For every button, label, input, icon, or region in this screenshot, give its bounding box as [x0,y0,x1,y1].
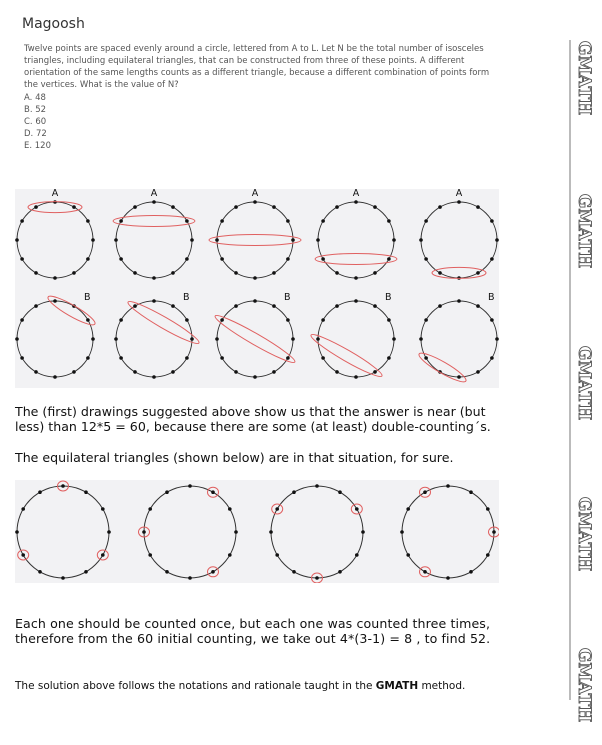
circle-point [438,304,442,308]
circle-point [190,238,194,242]
site-brand: Magoosh [22,16,85,32]
circle-point [91,337,95,341]
paragraph-first-drawings: The (first) drawings suggested above show us that the answer is near (but less) than 12*5 = 60, because there are some (at least) double-counting´s. [15,404,491,434]
circle-point [438,205,442,209]
circle-point [419,238,423,242]
circle-point [185,318,189,322]
circle-point [469,490,473,494]
point-label-b: B [84,292,91,304]
watermark-text: GMATH [574,647,594,723]
circle-point [272,205,276,209]
equilateral-diagram [15,480,499,583]
circle-point [38,570,42,574]
circle-point [34,271,38,275]
circle-point [272,304,276,308]
circle-point [185,356,189,360]
circle-point [34,205,38,209]
circle-point [171,304,175,308]
point-label-a: A [150,189,158,199]
circle-point [234,370,238,374]
circle-point [211,490,215,494]
chord-ellipse [212,311,297,367]
circle-point [446,576,450,580]
circle-point [492,530,496,534]
point-label-a: A [51,189,59,199]
circle-point [72,205,76,209]
circle-point [423,490,427,494]
footer-prefix: The solution above follows the notations and rationale taught in the [15,680,376,692]
circle-point [152,200,156,204]
circle-point [91,238,95,242]
circle-point [220,257,224,261]
circle-point [86,318,90,322]
circle-point [148,507,152,511]
circle-point [354,299,358,303]
circle-point [354,375,358,379]
choice-a: A. 48 [24,93,46,103]
circle-point [457,375,461,379]
circle-point [335,205,339,209]
circle-point [406,507,410,511]
question-text: Twelve points are spaced evenly around a circle, lettered from A to L. Let N be the total number of isosceles triangles, including equilateral triangles, that can be constructed from three of these points. A different orientation of the same lengths counts as a different triangle, because a different combination of points form the vertices. What is the value of N? [24,44,490,90]
circle-point [215,337,219,341]
circle-point [133,304,137,308]
chord-ellipse [209,235,301,246]
watermark-4 [574,496,594,572]
point-label-a: A [251,189,259,199]
circle-point [286,257,290,261]
isosceles-diagram-panel [15,189,499,388]
circle-point [476,304,480,308]
circle-point [215,238,219,242]
circle-point [335,304,339,308]
circle-point [269,530,273,534]
circle-point [361,530,365,534]
circle-point [335,370,339,374]
circle-point [272,370,276,374]
point-label-a: A [455,189,463,199]
circle-point [406,553,410,557]
circle-point [253,299,257,303]
circle-point [457,299,461,303]
circle-outline [421,301,497,377]
circle-point [400,530,404,534]
circle-point [321,219,325,223]
circle-point [234,271,238,275]
footer-note [15,679,465,694]
circle-outline [318,301,394,377]
circle-point [15,337,19,341]
circle-point [228,507,232,511]
circle-point [490,257,494,261]
point-label-b: B [488,292,495,304]
circle-point [38,490,42,494]
watermark-text: GMATH [574,40,594,116]
circle-outline [17,202,93,278]
circle-point [338,490,342,494]
watermark-3 [574,345,594,421]
circle-outline [116,202,192,278]
circle-point [220,318,224,322]
circle-point [272,271,276,275]
footer-brand: GMATH [375,680,419,692]
circle-point [321,318,325,322]
circle-outline [271,486,363,578]
circle-point [152,299,156,303]
circle-point [142,530,146,534]
circle-point [373,271,377,275]
circle-outline [402,486,494,578]
circle-point [53,299,57,303]
circle-point [86,257,90,261]
circle-point [476,271,480,275]
circle-point [392,238,396,242]
circle-point [234,530,238,534]
circle-point [188,484,192,488]
watermark-text: GMATH [574,345,594,421]
circle-point [114,238,118,242]
circle-point [119,257,123,261]
circle-point [72,271,76,275]
circle-point [119,318,123,322]
circle-point [34,370,38,374]
circle-point [355,507,359,511]
circle-point [373,370,377,374]
watermark-text: GMATH [574,496,594,572]
circle-point [34,304,38,308]
circle-point [133,271,137,275]
circle-point [220,219,224,223]
choice-e: E. 120 [24,141,51,151]
circle-point [53,375,57,379]
circle-point [21,553,25,557]
circle-point [211,570,215,574]
circle-point [424,219,428,223]
choice-b: B. 52 [24,105,47,115]
circle-point [392,337,396,341]
circle-point [228,553,232,557]
circle-point [234,205,238,209]
circle-point [419,337,423,341]
equilateral-diagram-panel [15,480,499,583]
circle-point [315,484,319,488]
chord-ellipse [113,216,195,227]
choice-c: C. 60 [24,117,47,127]
circle-point [338,570,342,574]
circle-point [469,570,473,574]
point-label-b: B [284,292,291,304]
circle-point [133,205,137,209]
circle-point [114,337,118,341]
circle-point [20,257,24,261]
chord-ellipse [315,254,397,265]
circle-point [234,304,238,308]
watermark-sidebar [566,40,602,740]
circle-point [292,570,296,574]
circle-point [61,484,65,488]
circle-point [446,484,450,488]
watermark-text: GMATH [574,193,594,269]
circle-point [486,507,490,511]
circle-point [20,219,24,223]
circle-point [148,553,152,557]
watermark-2 [574,193,594,269]
paragraph-counting-conclusion: Each one should be counted once, but each one was counted three times, therefore from the 60 initial counting, we take out 4*(3-1) = 8 , to find 52. [15,616,491,646]
circle-outline [421,202,497,278]
circle-point [495,238,499,242]
circle-point [291,238,295,242]
circle-point [101,507,105,511]
circle-point [387,219,391,223]
circle-point [86,356,90,360]
circle-point [292,490,296,494]
circle-point [354,200,358,204]
paragraph-equilateral-intro: The equilateral triangles (shown below) are in that situation, for sure. [15,450,454,465]
circle-point [490,219,494,223]
circle-point [387,356,391,360]
circle-point [84,570,88,574]
circle-point [107,530,111,534]
circle-point [457,200,461,204]
circle-outline [217,202,293,278]
circle-point [275,553,279,557]
point-label-b: B [183,292,190,304]
circle-point [476,205,480,209]
circle-point [152,375,156,379]
circle-point [165,570,169,574]
circle-point [286,356,290,360]
circle-point [20,356,24,360]
circle-point [387,318,391,322]
circle-point [373,304,377,308]
circle-point [315,576,319,580]
circle-point [321,257,325,261]
point-label-b: B [385,292,392,304]
circle-point [476,370,480,374]
circle-point [84,490,88,494]
circle-outline [144,486,236,578]
circle-point [101,553,105,557]
circle-point [86,219,90,223]
watermark-5 [574,647,594,723]
circle-point [286,318,290,322]
circle-point [15,238,19,242]
circle-point [387,257,391,261]
circle-point [275,507,279,511]
circle-point [495,337,499,341]
circle-point [171,271,175,275]
circle-point [53,276,57,280]
circle-point [133,370,137,374]
circle-point [486,553,490,557]
circle-point [171,205,175,209]
circle-point [72,370,76,374]
circle-point [253,200,257,204]
circle-point [286,219,290,223]
circle-outline [17,301,93,377]
circle-point [335,271,339,275]
circle-point [253,276,257,280]
circle-point [424,257,428,261]
circle-point [291,337,295,341]
circle-point [438,271,442,275]
circle-point [119,219,123,223]
circle-point [188,576,192,580]
circle-point [21,507,25,511]
circle-point [373,205,377,209]
circle-point [316,337,320,341]
circle-point [15,530,19,534]
circle-point [165,490,169,494]
circle-point [152,276,156,280]
point-label-a: A [352,189,360,199]
circle-point [171,370,175,374]
circle-outline [17,486,109,578]
circle-point [61,576,65,580]
circle-point [424,318,428,322]
circle-point [316,238,320,242]
circle-outline [116,301,192,377]
circle-point [423,570,427,574]
circle-point [355,553,359,557]
isosceles-diagram [15,189,499,388]
answer-choices [24,92,51,152]
circle-point [20,318,24,322]
footer-suffix: method. [418,680,466,692]
circle-point [354,276,358,280]
circle-point [190,337,194,341]
watermark-1 [574,40,594,116]
circle-outline [217,301,293,377]
circle-point [490,356,494,360]
circle-point [253,375,257,379]
circle-point [490,318,494,322]
circle-outline [318,202,394,278]
circle-point [424,356,428,360]
circle-point [185,219,189,223]
circle-point [220,356,224,360]
circle-point [321,356,325,360]
circle-point [185,257,189,261]
circle-point [119,356,123,360]
choice-d: D. 72 [24,129,47,139]
